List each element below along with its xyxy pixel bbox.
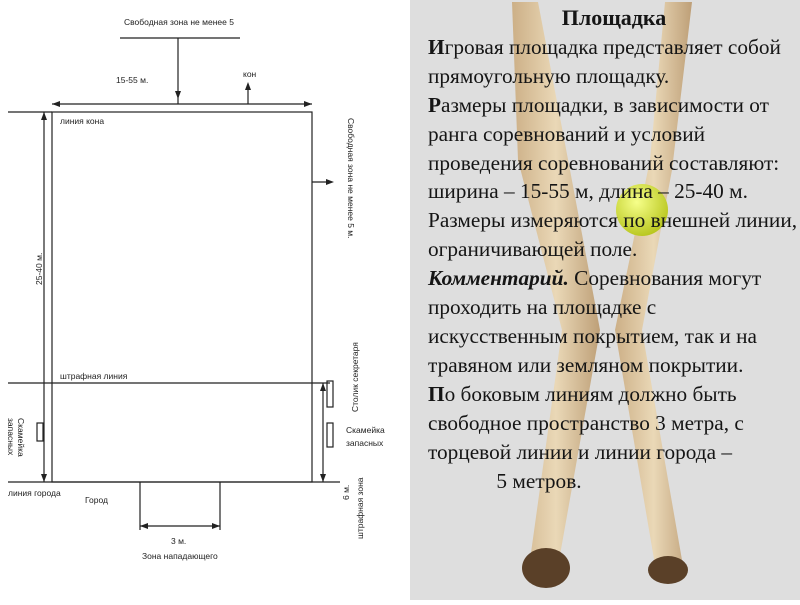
paragraph-3 [428,264,800,380]
paragraph-2-text: азмеры площадки, в зависимости от ранга соревнований и условий проведения соревнований составляют: ширина – 15-55 м, длина – 25-40 м. Размеры измеряются по внешней линии, ограничивающей поле. [428,92,798,262]
length-arrowhead-bottom [41,474,47,482]
attacker-zone-label: Зона нападающего [142,551,218,561]
attacker-arrowhead-right [212,523,220,529]
secretary-table-label: Столик секретаря [350,342,360,412]
bat-right-end [648,556,688,584]
secretary-table-mark [327,381,333,407]
paragraph-2-initial: Р [428,92,442,117]
attacker-arrowhead-left [140,523,148,529]
free-zone-top-label: Свободная зона не менее 5 [124,17,234,27]
paragraph-1 [428,33,800,91]
penalty-zone-arrowhead-bottom [320,474,326,482]
bench-left-mark [37,423,43,441]
paragraph-3-initial: К [428,266,442,291]
bench-right-label-1: Скамейка [346,425,385,435]
length-arrowhead-top [41,112,47,120]
paragraph-1-text: гровая площадка представляет собой прямоугольную площадку. [428,34,781,88]
penalty-zone-label-2: штрафная зона [355,477,365,539]
side-free-zone-label: Свободная зона не менее 5 м. [346,118,356,239]
penalty-line-label: штрафная линия [60,371,128,381]
text-content [428,4,800,495]
three-m-label: 3 м. [171,536,187,546]
bench-left-label-1: Скамейка [16,418,26,457]
width-arrowhead-left [52,101,60,107]
kon-label: кон [243,69,257,79]
length-label: 25-40 м. [34,252,44,285]
kon-arrowhead [245,82,251,90]
paragraph-4-text: о боковым линиям должно быть свободное пространство 3 метра, с торцевой линии и линии города – [428,381,744,464]
free-zone-top-arrowhead [175,91,181,99]
kon-line-label: линия кона [60,116,105,126]
paragraph-3-text: Соревнования могут проходить на площадке с искусственным покрытием, так и на травяном или земляном покрытии. [428,266,762,377]
bat-left-end [522,548,570,588]
width-label: 15-55 м. [116,75,149,85]
playing-field-rect [52,112,312,482]
paragraph-1-initial: И [428,34,445,59]
text-panel [410,0,800,600]
panel-title: Площадка [561,5,667,30]
penalty-zone-arrowhead-top [320,383,326,391]
penalty-zone-label-1: 6 м. [341,484,351,500]
paragraph-4 [428,380,800,467]
paragraph-2 [428,91,800,264]
paragraph-4-initial: П [428,381,445,406]
city-line-label: линия города [8,488,61,498]
bench-left-label-2: запасных [6,418,16,456]
bench-right-mark [327,423,333,447]
paragraph-4-end: 5 метров. [496,468,582,493]
side-free-zone-arrowhead [326,179,334,185]
city-label: Город [85,495,108,505]
comment-label: омментарий. [441,266,569,291]
bench-right-label-2: запасных [346,438,384,448]
width-arrowhead-right [304,101,312,107]
